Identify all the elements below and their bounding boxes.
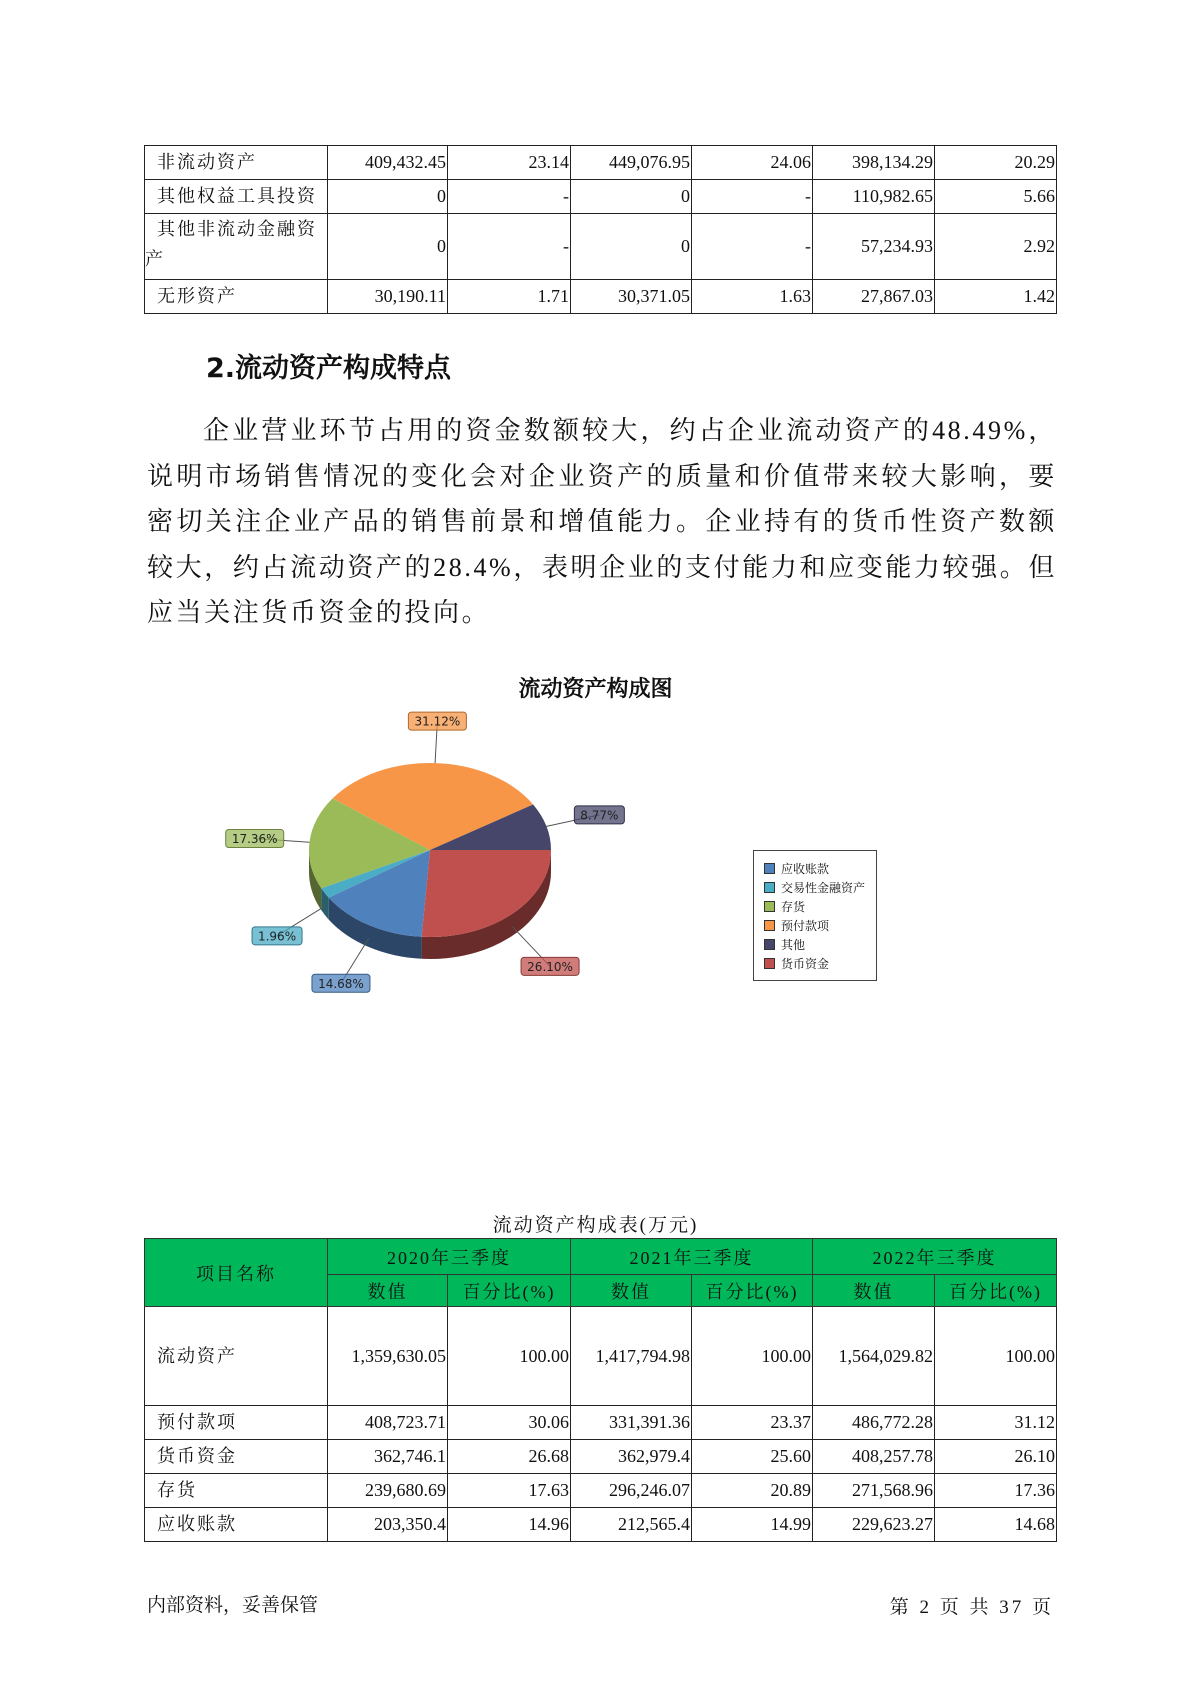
percent-cell: - <box>692 214 813 280</box>
value-cell: 486,772.28 <box>813 1406 935 1440</box>
value-cell: 57,234.93 <box>813 214 935 280</box>
percent-cell: 100.00 <box>448 1307 571 1406</box>
chart-legend <box>753 850 877 981</box>
value-cell: 110,982.65 <box>813 180 935 214</box>
table-row <box>145 1406 1057 1440</box>
data-label: 26.10% <box>527 959 573 974</box>
row-name-cell: 货币资金 <box>145 1440 328 1474</box>
row-name-cell: 非流动资产 <box>145 146 328 180</box>
pie-slice <box>422 850 551 937</box>
value-cell: 229,623.27 <box>813 1508 935 1542</box>
legend-swatch <box>764 939 775 950</box>
legend-label: 存货 <box>781 900 806 914</box>
percent-cell: 31.12 <box>935 1406 1057 1440</box>
section-paragraph: 企业营业环节占用的资金数额较大，约占企业流动资产的48.49%，说明市场销售情况的变化会对企业资产的质量和价值带来较大影响，要密切关注企业产品的销售前景和增值能力。企业持有的货币性资产数额较大，约占流动资产的28.4%，表明企业的支付能力和应变能力较强。但应当关注货币资金的投向。 <box>147 416 1057 627</box>
row-name-cell: 应收账款 <box>145 1508 328 1542</box>
value-cell: 30,190.11 <box>328 280 448 314</box>
percent-cell: 17.36 <box>935 1474 1057 1508</box>
percent-cell: 1.63 <box>692 280 813 314</box>
percent-cell: 30.06 <box>448 1406 571 1440</box>
value-cell: 296,246.07 <box>571 1474 692 1508</box>
table-row <box>145 1508 1057 1542</box>
header-period: 2021年三季度 <box>571 1239 813 1275</box>
legend-label: 交易性金融资产 <box>781 881 866 895</box>
value-cell: 239,680.69 <box>328 1474 448 1508</box>
legend-item <box>764 897 876 916</box>
value-cell: 30,371.05 <box>571 280 692 314</box>
percent-cell: 25.60 <box>692 1440 813 1474</box>
value-cell: 0 <box>328 214 448 280</box>
table-row <box>145 1440 1057 1474</box>
legend-label: 应收账款 <box>781 862 830 876</box>
value-cell: 0 <box>571 214 692 280</box>
chart-title: 流动资产构成图 <box>518 677 673 702</box>
header-percent: 百分比(%) <box>935 1275 1057 1307</box>
percent-cell: 20.89 <box>692 1474 813 1508</box>
value-cell: 0 <box>571 180 692 214</box>
header-item-name: 项目名称 <box>145 1239 328 1307</box>
value-cell: 0 <box>328 180 448 214</box>
percent-cell: 23.14 <box>448 146 571 180</box>
row-name-cell: 其他权益工具投资 <box>145 180 328 214</box>
legend-label: 货币资金 <box>781 957 830 971</box>
legend-swatch <box>764 901 775 912</box>
legend-swatch <box>764 958 775 969</box>
row-name-cell: 存货 <box>145 1474 328 1508</box>
legend-item <box>764 935 876 954</box>
percent-cell: 20.29 <box>935 146 1057 180</box>
percent-cell: 14.68 <box>935 1508 1057 1542</box>
legend-item <box>764 859 876 878</box>
header-period: 2022年三季度 <box>813 1239 1057 1275</box>
percent-cell: 24.06 <box>692 146 813 180</box>
percent-cell: - <box>448 180 571 214</box>
percent-cell: - <box>692 180 813 214</box>
data-label: 1.96% <box>257 929 297 944</box>
legend-item <box>764 878 876 897</box>
legend-swatch <box>764 863 775 874</box>
header-period: 2020年三季度 <box>328 1239 571 1275</box>
legend-item <box>764 954 876 973</box>
legend-item <box>764 916 876 935</box>
percent-cell: 26.10 <box>935 1440 1057 1474</box>
percent-cell: 5.66 <box>935 180 1057 214</box>
value-cell: 331,391.36 <box>571 1406 692 1440</box>
value-cell: 203,350.4 <box>328 1508 448 1542</box>
value-cell: 409,432.45 <box>328 146 448 180</box>
value-cell: 271,568.96 <box>813 1474 935 1508</box>
value-cell: 1,417,794.98 <box>571 1307 692 1406</box>
legend-swatch <box>764 882 775 893</box>
legend-swatch <box>764 920 775 931</box>
data-label: 17.36% <box>231 831 278 846</box>
percent-cell: - <box>448 214 571 280</box>
row-name-cell: 预付款项 <box>145 1406 328 1440</box>
data-label: 14.68% <box>318 976 364 991</box>
legend-label: 其他 <box>781 938 806 952</box>
value-cell: 449,076.95 <box>571 146 692 180</box>
value-cell: 1,359,630.05 <box>328 1307 448 1406</box>
table-row <box>145 1307 1057 1406</box>
percent-cell: 14.96 <box>448 1508 571 1542</box>
header-percent: 百分比(%) <box>692 1275 813 1307</box>
value-cell: 408,723.71 <box>328 1406 448 1440</box>
data-label: 8.77% <box>580 808 619 823</box>
header-value: 数值 <box>328 1275 448 1307</box>
percent-cell: 100.00 <box>935 1307 1057 1406</box>
value-cell: 408,257.78 <box>813 1440 935 1474</box>
value-cell: 362,979.4 <box>571 1440 692 1474</box>
section-heading: 2.流动资产构成特点 <box>206 353 452 384</box>
table-caption: 流动资产构成表(万元) <box>492 1215 699 1236</box>
value-cell: 212,565.4 <box>571 1508 692 1542</box>
percent-cell: 100.00 <box>692 1307 813 1406</box>
value-cell: 362,746.1 <box>328 1440 448 1474</box>
header-value: 数值 <box>571 1275 692 1307</box>
percent-cell: 1.71 <box>448 280 571 314</box>
legend-label: 预付款项 <box>781 919 830 933</box>
table-row <box>145 1474 1057 1508</box>
row-name-cell: 无形资产 <box>145 280 328 314</box>
value-cell: 1,564,029.82 <box>813 1307 935 1406</box>
percent-cell: 17.63 <box>448 1474 571 1508</box>
header-percent: 百分比(%) <box>448 1275 571 1307</box>
value-cell: 27,867.03 <box>813 280 935 314</box>
percent-cell: 1.42 <box>935 280 1057 314</box>
value-cell: 398,134.29 <box>813 146 935 180</box>
percent-cell: 26.68 <box>448 1440 571 1474</box>
percent-cell: 14.99 <box>692 1508 813 1542</box>
footer-page-number: 第 2 页 共 37 页 <box>889 1597 1054 1618</box>
current-assets-table <box>144 1238 1057 1542</box>
footer-confidential: 内部资料，妥善保管 <box>147 1594 319 1616</box>
header-value: 数值 <box>813 1275 935 1307</box>
data-label: 31.12% <box>414 714 461 729</box>
percent-cell: 23.37 <box>692 1406 813 1440</box>
percent-cell: 2.92 <box>935 214 1057 280</box>
row-name-cell: 其他非流动金融资产 <box>145 214 328 280</box>
row-name-cell: 流动资产 <box>145 1307 328 1406</box>
